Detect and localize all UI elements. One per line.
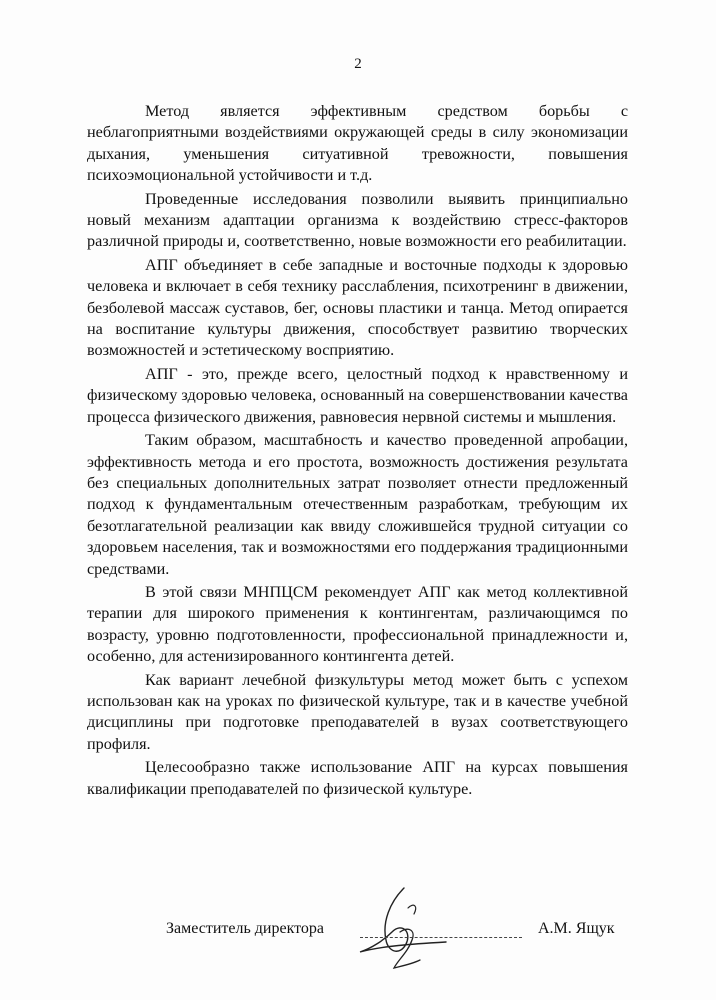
paragraph: Целесообразно также использование АПГ на курсах повышения квалификации преподавателей по физической культуре. (87, 758, 628, 798)
paragraph: Таким образом, масштабность и качество проведенной апробации, эффективность метода и его простота, возможность достижения результата без специальных дополнительных затрат позволяет отнести предложенный подход к фундаментальным отечественным разработкам, требующим их безотлагательной реализации как ввиду сложившейся трудной ситуации со здоровьем населения, так и возможностями его поддержания традиционными средствами. (87, 431, 628, 578)
document-body (87, 101, 628, 802)
paragraph: Метод является эффективным средством борьбы с неблагоприятными воздействиями окружающей среды в силу экономизации дыхания, уменьшения ситуативной тревожности, повышения психоэмоциональной устойчивости и т.д. (87, 102, 628, 185)
paragraph: Как вариант лечебной физкультуры метод может быть с успехом использован как на уроках по физической культуре, так и в качестве учебной дисциплины при подготовке преподавателей в вузах соответствующего профиля. (87, 670, 628, 753)
paragraph: Проведенные исследования позволили выявить принципиально новый механизм адаптации организма к воздействию стресс-факторов различной природы и, соответственно, новые возможности его реабилитации. (87, 189, 628, 251)
paragraph: В этой связи МНПЦСМ рекомендует АПГ как метод коллективной терапии для широкого применения к контингентам, различающимся по возрасту, уровню подготовленности, профессиональной принадлежности и, особенно, для астенизированного контингента детей. (87, 582, 628, 666)
signature-line (360, 937, 522, 938)
signature-block (0, 918, 716, 978)
paragraph: АПГ объединяет в себе западные и восточные подходы к здоровью человека и включает в себя технику расслабления, психотренинг в движении, безболевой массаж суставов, бег, основы пластики и танца. Метод опирается на воспитание культуры движения, способствует развитию творческих возможностей и эстетическому восприятию. (87, 255, 628, 360)
handwritten-signature (342, 882, 462, 978)
paragraph: АПГ - это, прежде всего, целостный подход к нравственному и физическому здоровью человека, основанный на совершенствовании качества процесса физического движения, равновесия нервной системы и мышления. (87, 364, 628, 426)
signatory-name: А.М. Ящук (538, 920, 615, 937)
signatory-title: Заместитель директора (166, 920, 325, 937)
page-number: 2 (354, 56, 362, 72)
